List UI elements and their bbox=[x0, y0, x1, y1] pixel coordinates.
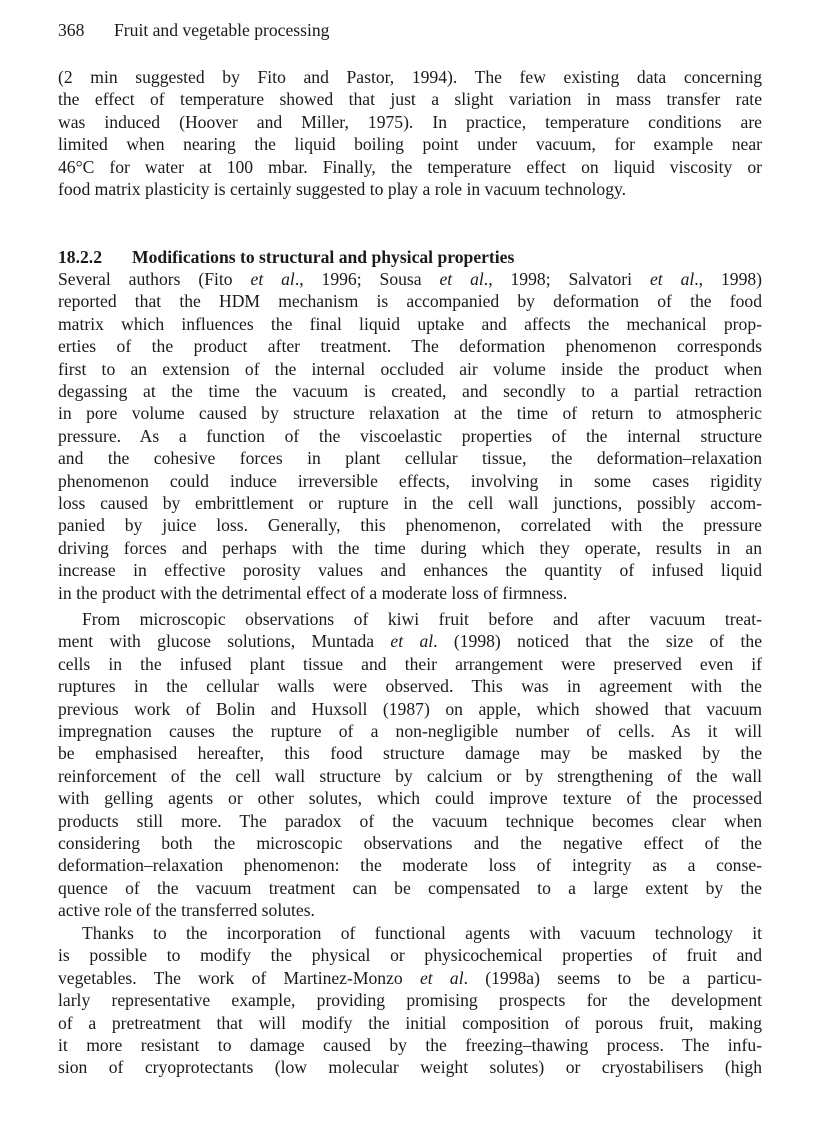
text-line: reported that the HDM mechanism is accompanied by deformation of the food bbox=[58, 291, 762, 312]
text-line: sion of cryoprotectants (low molecular weight solutes) or cryostabilisers (high bbox=[58, 1057, 762, 1078]
text-line: be emphasised hereafter, this food structure damage may be masked by the bbox=[58, 743, 762, 764]
text-line: in the product with the detrimental effect of a moderate loss of firmness. bbox=[58, 582, 568, 603]
text-line: was induced (Hoover and Miller, 1975). In practice, temperature conditions are bbox=[58, 111, 762, 132]
text-line: previous work of Bolin and Huxsoll (1987) on apple, which showed that vacuum bbox=[58, 698, 762, 719]
running-head-title: Fruit and vegetable processing bbox=[114, 20, 330, 40]
text-line: ruptures in the cellular walls were observed. This was in agreement with the bbox=[58, 676, 762, 697]
text-line: quence of the vacuum treatment can be compensated to a large extent by the bbox=[58, 877, 762, 898]
text-line: considering both the microscopic observations and the negative effect of the bbox=[58, 833, 762, 854]
text-line: (2 min suggested by Fito and Pastor, 1994). The few existing data concerning bbox=[58, 67, 762, 87]
section-title: Modifications to structural and physical properties bbox=[132, 247, 515, 267]
emphasis: et al bbox=[250, 269, 295, 289]
text-line: erties of the product after treatment. The deformation phenomenon corresponds bbox=[58, 336, 762, 357]
text-line: loss caused by embrittlement or rupture in the cell wall junctions, possibly accom- bbox=[58, 493, 762, 514]
text-line: with gelling agents or other solutes, which could improve texture of the processed bbox=[58, 788, 762, 809]
text-line: is possible to modify the physical or physicochemical properties of fruit and bbox=[58, 945, 762, 966]
text-line: of a pretreatment that will modify the initial composition of porous fruit, making bbox=[58, 1012, 762, 1033]
page-number: 368 bbox=[58, 20, 85, 40]
text-line: cells in the infused plant tissue and their arrangement were preserved even if bbox=[58, 653, 762, 674]
emphasis: et al bbox=[649, 269, 695, 289]
text-line: 46°C for water at 100 mbar. Finally, the temperature effect on liquid viscosity or bbox=[58, 156, 762, 177]
text-line: limited when nearing the liquid boiling point under vacuum, for example near bbox=[58, 134, 762, 155]
text-line: larly representative example, providing promising prospects for the development bbox=[58, 990, 762, 1011]
text-line: Thanks to the incorporation of functional agents with vacuum technology it bbox=[82, 923, 762, 943]
text-line: ment with glucose solutions, Muntada et al. (1998) noticed that the size of the bbox=[58, 631, 763, 652]
text-line: Several authors (Fito et al., 1996; Sousa et al., 1998; Salvatori et al., 1998) bbox=[58, 269, 763, 289]
paragraph-functional-agents bbox=[58, 922, 762, 1079]
text-line: panied by juice loss. Generally, this phenomenon, correlated with the pressure bbox=[58, 515, 762, 536]
section-heading bbox=[58, 246, 514, 268]
text-line: reinforcement of the cell wall structure by calcium or by strengthening of the wall bbox=[58, 765, 762, 786]
text-line: degassing at the time the vacuum is created, and secondly to a partial retraction bbox=[58, 381, 762, 402]
text-line: deformation–relaxation phenomenon: the moderate loss of integrity as a conse- bbox=[58, 855, 762, 876]
text-line: increase in effective porosity values and enhances the quantity of infused liquid bbox=[58, 560, 762, 581]
text-line: matrix which influences the final liquid uptake and affects the mechanical prop- bbox=[58, 313, 762, 334]
text-line: the effect of temperature showed that just a slight variation in mass transfer rate bbox=[58, 89, 762, 110]
paragraph-microscopic-observations bbox=[58, 608, 762, 922]
text-line: driving forces and perhaps with the time during which they operate, results in an bbox=[58, 537, 762, 558]
text-line: it more resistant to damage caused by the freezing–thawing process. The infu- bbox=[58, 1035, 762, 1056]
text-line: active role of the transferred solutes. bbox=[58, 900, 315, 921]
text-line: phenomenon could induce irreversible effects, involving in some cases rigidity bbox=[58, 470, 762, 491]
section-number: 18.2.2 bbox=[58, 247, 102, 267]
text-line: products still more. The paradox of the vacuum technique becomes clear when bbox=[58, 810, 762, 831]
text-line: vegetables. The work of Martinez-Monzo et al. (1998a) seems to be a particu- bbox=[58, 967, 763, 988]
emphasis: et al bbox=[390, 631, 434, 652]
text-line: food matrix plasticity is certainly suggested to play a role in vacuum technology. bbox=[58, 179, 627, 200]
text-line: From microscopic observations of kiwi fruit before and after vacuum treat- bbox=[82, 609, 762, 629]
text-line: impregnation causes the rupture of a non-negligible number of cells. As it will bbox=[58, 721, 762, 742]
text-line: in pore volume caused by structure relaxation at the time of return to atmospheric bbox=[58, 403, 762, 424]
emphasis: et al bbox=[419, 967, 464, 988]
running-head bbox=[58, 19, 329, 41]
text-line: first to an extension of the internal occluded air volume inside the product when bbox=[58, 358, 762, 379]
text-line: pressure. As a function of the viscoelastic properties of the internal structure bbox=[58, 425, 762, 446]
paragraph-temperature-effect bbox=[58, 66, 762, 200]
text-line: and the cohesive forces in plant cellular tissue, the deformation–relaxation bbox=[58, 448, 762, 469]
paragraph-deformation bbox=[58, 268, 762, 604]
emphasis: et al bbox=[439, 269, 484, 289]
